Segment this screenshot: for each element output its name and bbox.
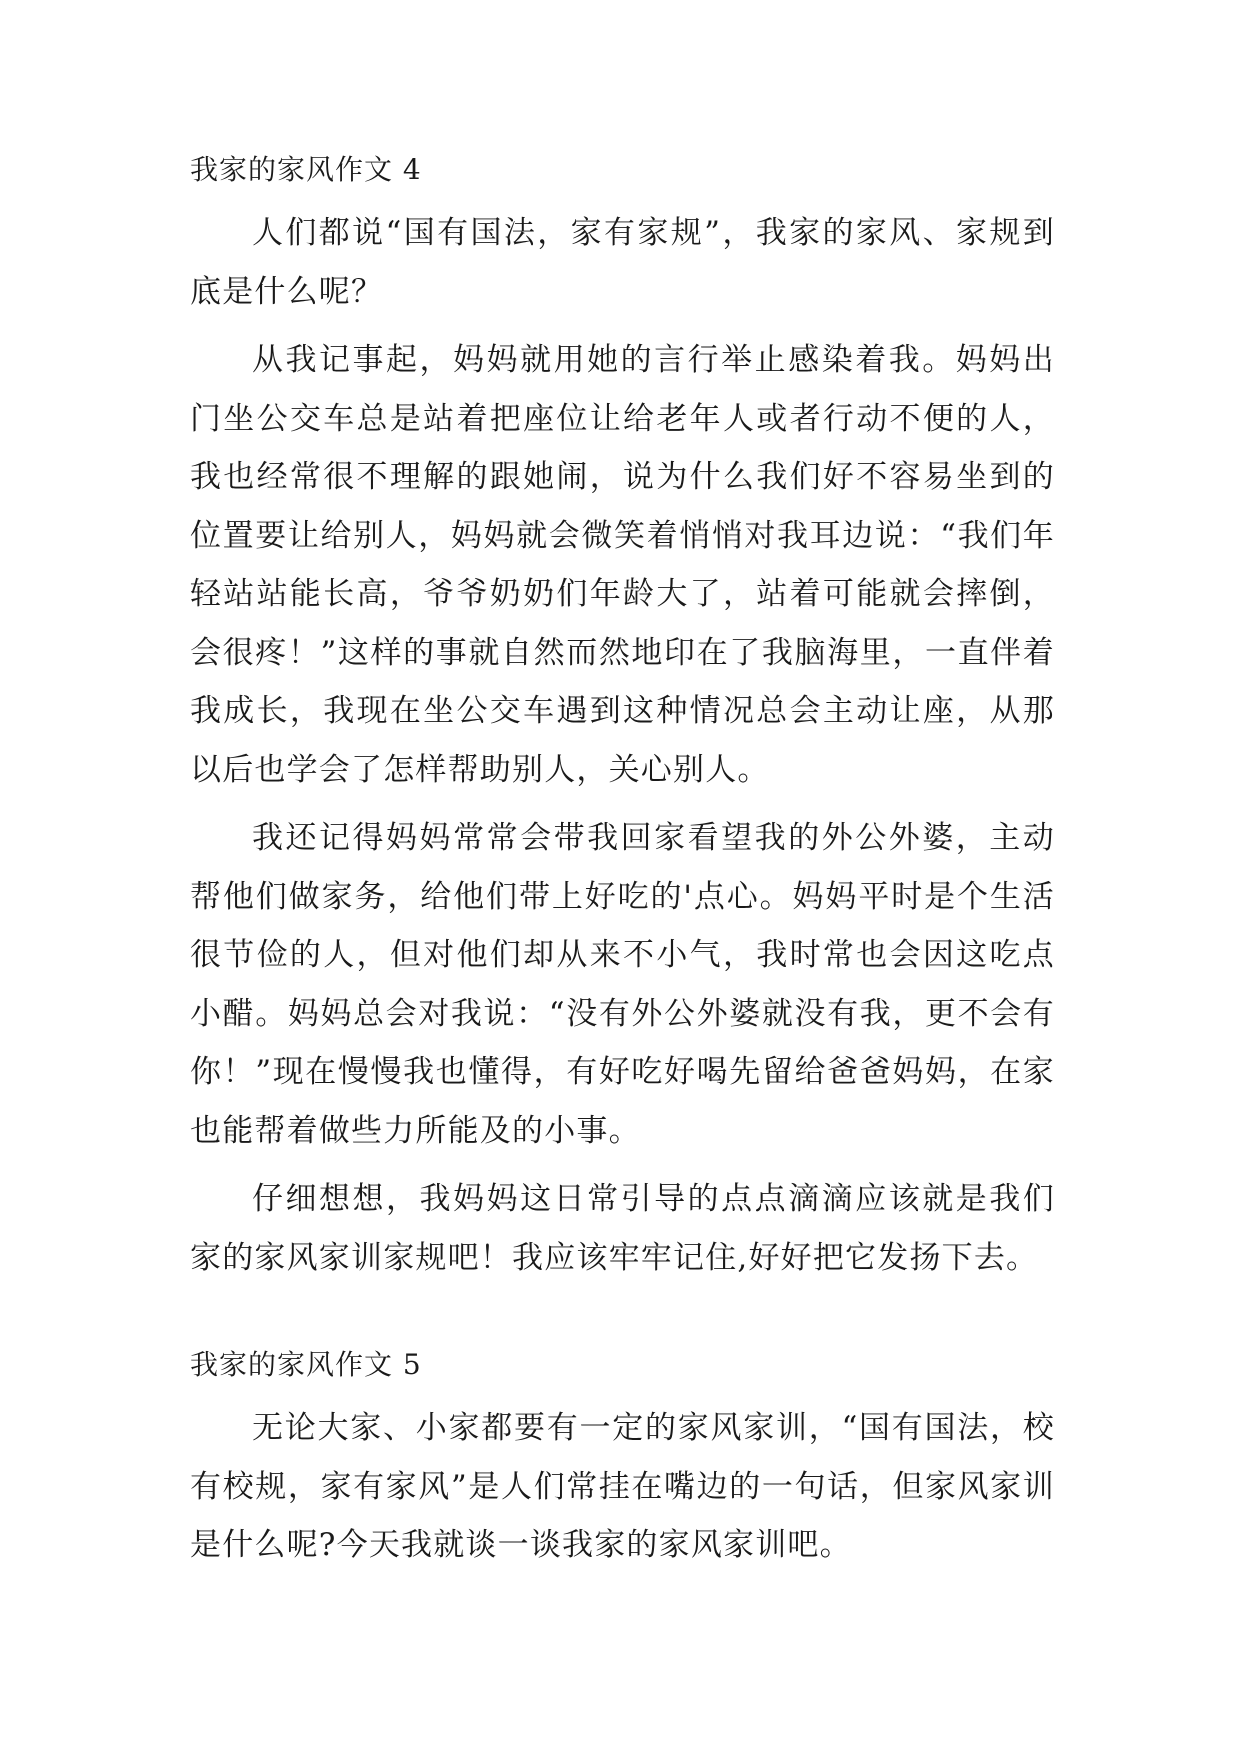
paragraph: 无论大家、小家都要有一定的家风家训，“国有国法，校有校规，家有家风”是人们常挂在嘴边的一句话，但家风家训是什么呢?今天我就谈一谈我家的家风家训吧。 [190,1410,1055,1563]
essay-heading: 我家的家风作文 4 [190,153,422,186]
essay-section-5 [190,1345,1055,1575]
paragraph: 仔细想想，我妈妈这日常引导的点点滴滴应该就是我们家的家风家训家规吧！我应该牢牢记住,好好把它发扬下去。 [190,1181,1055,1276]
essay-section-4 [190,150,1055,1287]
document-page [190,150,1055,1585]
essay-heading: 我家的家风作文 5 [190,1348,422,1381]
paragraph: 从我记事起，妈妈就用她的言行举止感染着我。妈妈出门坐公交车总是站着把座位让给老年人或者行动不便的人，我也经常很不理解的跟她闹，说为什么我们好不容易坐到的位置要让给别人，妈妈就会微笑着悄悄对我耳边说：“我们年轻站站能长高，爷爷奶奶们年龄大了，站着可能就会摔倒，会很疼！”这样的事就自然而然地印在了我脑海里，一直伴着我成长，我现在坐公交车遇到这种情况总会主动让座，从那以后也学会了怎样帮助别人，关心别人。 [190,342,1055,788]
paragraph: 我还记得妈妈常常会带我回家看望我的外公外婆，主动帮他们做家务，给他们带上好吃的'点心。妈妈平时是个生活很节俭的人，但对他们却从来不小气，我时常也会因这吃点小醋。妈妈总会对我说：“没有外公外婆就没有我，更不会有你！”现在慢慢我也懂得，有好吃好喝先留给爸爸妈妈，在家也能帮着做些力所能及的小事。 [190,820,1055,1149]
paragraph: 人们都说“国有国法，家有家规”，我家的家风、家规到底是什么呢？ [190,215,1055,310]
